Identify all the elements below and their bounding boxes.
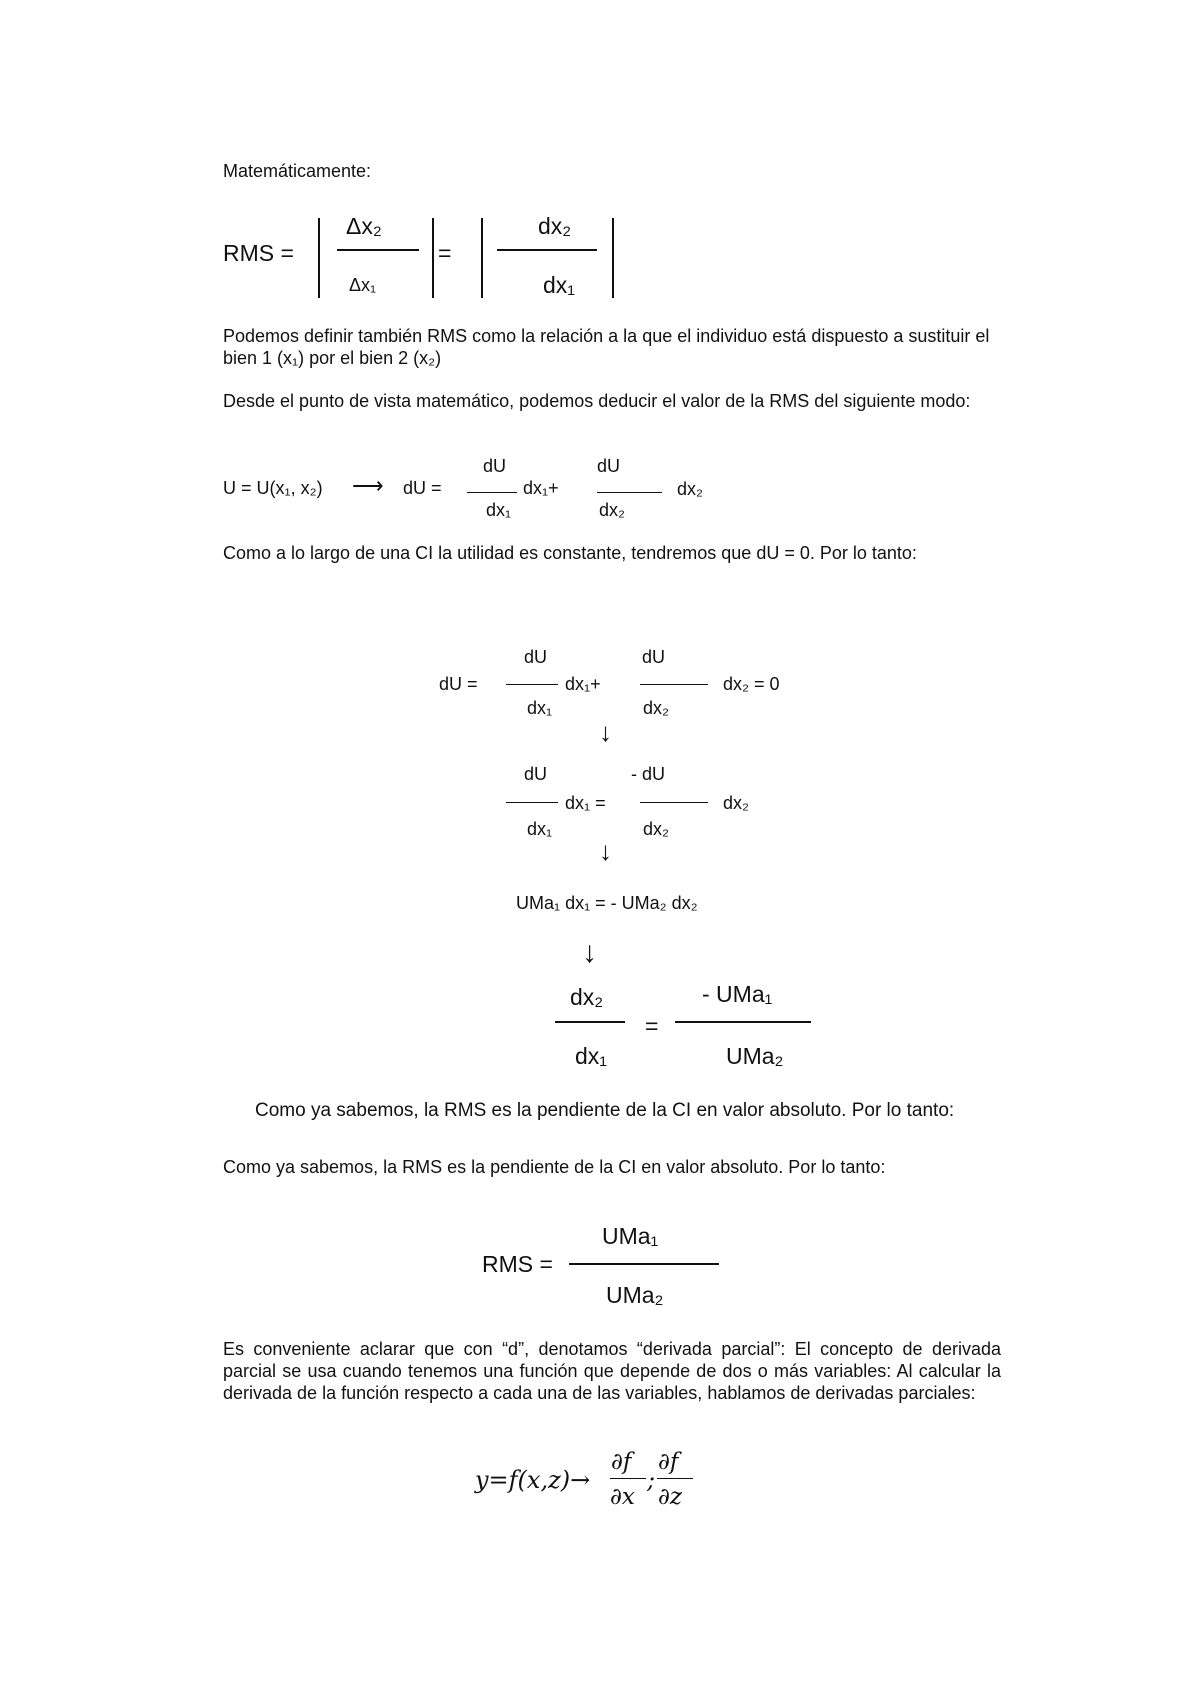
fraction-numerator: - dU [631,764,666,784]
fraction-numerator: dU [524,647,548,667]
fraction-bar [640,684,708,685]
fraction-numerator: dx₂ [570,984,604,1010]
separator: ; [647,1466,656,1494]
utility-function: U = U(x₁, x₂) [223,478,323,498]
arrow-down-icon: ↓ [599,836,612,866]
fraction-denominator: ∂z [658,1484,683,1510]
term-multiplier: dx₁+ [523,478,559,498]
fraction-bar [506,684,558,685]
fraction-denominator: dx₂ [599,500,625,520]
paragraph-deduction-intro: Desde el punto de vista matemático, podemos deducir el valor de la RMS del siguiente modo: [223,391,971,411]
fraction-denominator: Δx₁ [349,275,377,295]
fraction-denominator: dx₁ [527,698,553,718]
term-multiplier: dx₁ = [565,793,606,813]
term-multiplier: dx₁+ [565,674,601,694]
fraction-bar [569,1263,719,1265]
term-multiplier: dx₂ = 0 [723,674,780,694]
fraction-numerator: ∂f [658,1449,679,1475]
paragraph-slope-note: Como ya sabemos, la RMS es la pendiente de la CI en valor absoluto. Por lo tanto: [223,1157,886,1177]
abs-bar [612,218,614,298]
abs-bar [318,218,320,298]
rms-lhs: RMS = [482,1251,553,1277]
fraction-bar [657,1478,693,1479]
fraction-numerator: dU [483,456,507,476]
term-multiplier: dx₂ [723,793,749,813]
du-lhs: dU = [439,674,478,694]
intro-label: Matemáticamente: [223,161,372,181]
rms-lhs: RMS = [223,240,294,266]
abs-bar [432,218,434,298]
fraction-bar [675,1021,811,1023]
paragraph-rms-definition: Podemos definir también RMS como la relación a la que el individuo está dispuesto a sustituir el bien 1 (x₁) por el bien 2 (x₂) [223,326,990,368]
function-definition: y=f(x,z)→ [475,1466,591,1494]
fraction-denominator: ∂x [610,1484,635,1510]
fraction-numerator: UMa₁ [602,1223,659,1249]
equals-sign: = [645,1013,659,1039]
paragraph-slope-note: Como ya sabemos, la RMS es la pendiente de la CI en valor absoluto. Por lo tanto: [255,1100,955,1121]
arrow-right-icon: ⟶ [352,473,384,498]
fraction-bar [640,802,708,803]
fraction-bar [497,249,597,251]
fraction-denominator: UMa₂ [606,1282,664,1308]
paragraph-constant-utility: Como a lo largo de una CI la utilidad es constante, tendremos que dU = 0. Por lo tanto: [223,543,917,563]
fraction-bar [506,802,558,803]
term-multiplier: dx₂ [677,479,703,499]
abs-bar [481,218,483,298]
fraction-denominator: UMa₂ [726,1043,784,1069]
fraction-bar [555,1021,625,1023]
fraction-numerator: Δx₂ [346,213,382,239]
fraction-numerator: - UMa₁ [702,981,773,1007]
paragraph-partial-derivative: Es conveniente aclarar que con “d”, denotamos “derivada parcial”: El concepto de derivada parcial se usa cuando tenemos una función que depende de dos o más variables: Al calcular la derivada de la función respecto a cada una de las variables, hablamos de derivadas parciales: [223,1339,1001,1403]
fraction-denominator: dx₁ [527,819,553,839]
fraction-bar [597,492,662,493]
fraction-denominator: dx₂ [643,698,669,718]
arrow-down-icon: ↓ [599,717,612,747]
fraction-bar [467,492,517,493]
fraction-bar [610,1478,646,1479]
fraction-numerator: ∂f [611,1449,632,1475]
marginal-utility-equation: UMa₁ dx₁ = - UMa₂ dx₂ [516,893,698,913]
fraction-numerator: dU [642,647,666,667]
arrow-down-icon: ↓ [582,936,597,969]
fraction-denominator: dx₁ [486,500,512,520]
equals-sign: = [438,240,452,266]
fraction-denominator: dx₁ [543,272,576,298]
fraction-bar [337,249,419,251]
fraction-numerator: dU [597,456,621,476]
fraction-numerator: dU [524,764,548,784]
fraction-numerator: dx₂ [538,213,572,239]
fraction-denominator: dx₁ [575,1043,608,1069]
fraction-denominator: dx₂ [643,819,669,839]
du-lhs: dU = [403,478,442,498]
